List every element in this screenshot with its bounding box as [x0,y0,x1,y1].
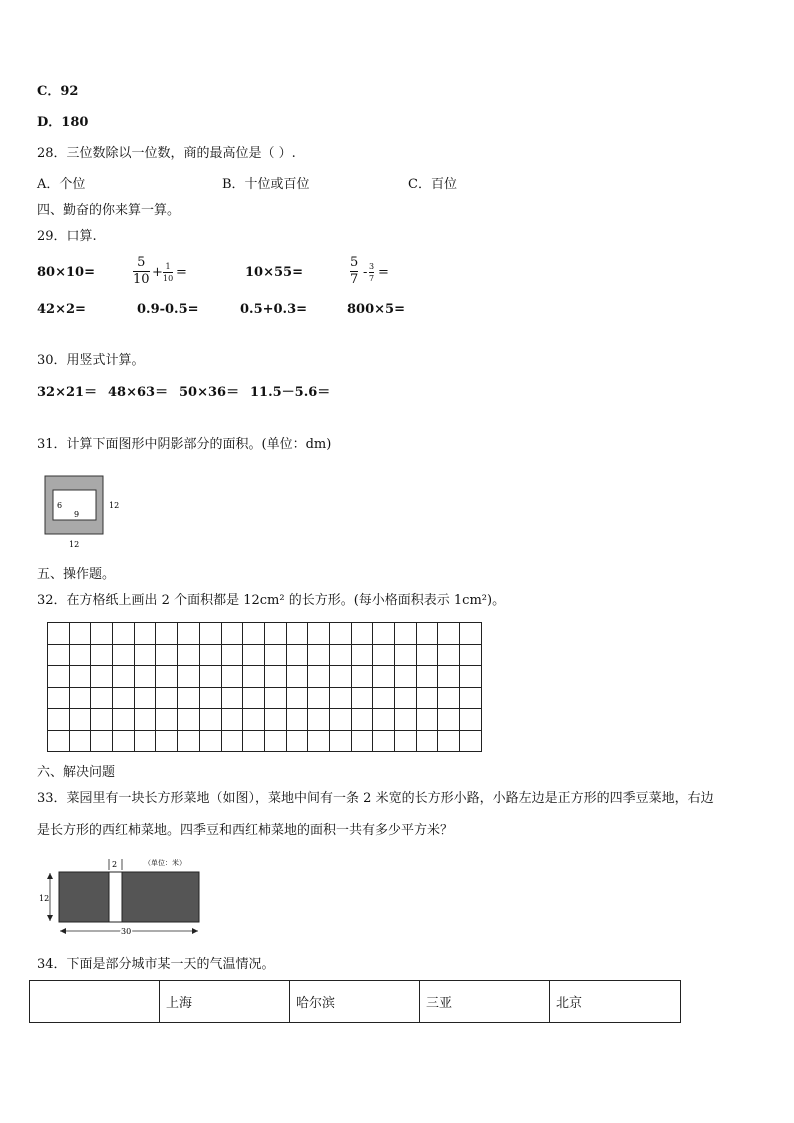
grid-cell[interactable] [243,644,265,666]
grid-cell[interactable] [373,666,395,688]
section-5-title: 五、操作题。 [37,567,116,582]
city-shanghai: 上海 [160,981,290,1023]
grid-cell[interactable] [351,666,373,688]
width-label: 30 [121,927,132,936]
grid-cell[interactable] [460,623,482,645]
path-width-label: 2 [112,860,118,869]
equals-sign: = [378,265,389,280]
grid-cell[interactable] [460,687,482,709]
grid-cell[interactable] [329,709,351,731]
grid-cell[interactable] [221,687,243,709]
grid-cell[interactable] [264,730,286,752]
grid-cell[interactable] [91,730,113,752]
grid-cell[interactable] [438,644,460,666]
grid-cell[interactable] [178,644,200,666]
grid-cell[interactable] [199,644,221,666]
city-harbin: 哈尔滨 [290,981,420,1023]
grid-cell[interactable] [351,623,373,645]
grid-cell[interactable] [264,644,286,666]
grid-cell[interactable] [286,644,308,666]
grid-cell[interactable] [199,687,221,709]
q28-option-b: B．十位或百位 [222,177,310,192]
grid-cell[interactable] [134,666,156,688]
question-33-line-2: 是长方形的西红柿菜地。四季豆和西红柿菜地的面积一共有多少平方米？ [37,823,454,838]
shaded-area-figure [40,470,140,552]
question-29-title: 29．口算. [37,229,97,244]
grid-cell[interactable] [395,730,417,752]
grid-cell[interactable] [178,709,200,731]
grid-cell[interactable] [243,730,265,752]
grid-cell[interactable] [156,709,178,731]
grid-cell[interactable] [113,644,135,666]
grid-cell[interactable] [156,644,178,666]
grid-cell[interactable] [373,709,395,731]
grid-row [48,666,482,688]
grid-cell[interactable] [69,709,91,731]
grid-row [48,730,482,752]
grid-cell[interactable] [221,644,243,666]
q28-option-c: C．百位 [408,177,457,192]
grid-cell[interactable] [156,687,178,709]
grid-cell[interactable] [91,666,113,688]
grid-cell[interactable] [351,644,373,666]
grid-cell[interactable] [395,709,417,731]
grid-cell[interactable] [373,687,395,709]
grid-cell[interactable] [113,730,135,752]
calc-10x55: 10×55= [245,265,303,280]
grid-row [48,623,482,645]
height-arrow-top [47,873,53,879]
city-sanya: 三亚 [420,981,550,1023]
question-32-title: 32．在方格纸上画出 2 个面积都是 12cm² 的长方形。(每小格面积表示 1cm²)。 [37,593,506,608]
grid-cell[interactable] [69,623,91,645]
temperature-table [29,980,681,1023]
grid-cell[interactable] [199,666,221,688]
grid-cell[interactable] [373,623,395,645]
option-d: D．180 [37,115,89,130]
grid-cell[interactable] [351,687,373,709]
grid-cell[interactable] [308,709,330,731]
grid-cell[interactable] [91,687,113,709]
grid-cell[interactable] [460,709,482,731]
grid-cell[interactable] [438,623,460,645]
grid-cell[interactable] [416,623,438,645]
grid-cell[interactable] [286,687,308,709]
grid-cell[interactable] [178,687,200,709]
grid-cell[interactable] [329,644,351,666]
grid-cell[interactable] [134,730,156,752]
calc-0.9-0.5: 0.9-0.5= [137,302,199,317]
grid-cell[interactable] [416,730,438,752]
grid-cell[interactable] [156,623,178,645]
grid-cell[interactable] [221,709,243,731]
grid-cell[interactable] [243,687,265,709]
question-31-title: 31．计算下面图形中阴影部分的面积。(单位：dm) [37,437,332,452]
question-30-title: 30．用竖式计算。 [37,353,145,368]
fraction-bar [163,272,173,273]
grid-cell[interactable] [416,687,438,709]
minus-sign: - [363,265,368,280]
width-arrow-left [60,928,66,934]
grid-cell[interactable] [48,666,70,688]
grid-cell[interactable] [221,666,243,688]
square-grid-paper[interactable] [47,622,482,752]
section-6-title: 六、解决问题 [37,765,116,780]
grid-cell[interactable] [308,730,330,752]
calc-42x2: 42×2= [37,302,86,317]
grid-cell[interactable] [329,687,351,709]
grid-row [48,644,482,666]
fraction-5-10 [133,256,150,287]
grid-cell[interactable] [264,623,286,645]
grid-cell[interactable] [69,730,91,752]
vertical-calc-3: 50×36＝ [179,385,240,400]
grid-cell[interactable] [134,709,156,731]
grid-cell[interactable] [395,644,417,666]
grid-cell[interactable] [113,666,135,688]
grid-cell[interactable] [134,623,156,645]
grid-cell[interactable] [308,623,330,645]
grid-cell[interactable] [91,709,113,731]
grid-cell[interactable] [199,730,221,752]
height-arrow-bottom [47,915,53,921]
inner-height-label: 6 [57,501,63,510]
grid-cell[interactable] [243,666,265,688]
question-33-line-1: 33．菜园里有一块长方形菜地（如图），菜地中间有一条 2 米宽的长方形小路，小路左边是正方形的四季豆菜地，右边 [37,791,714,806]
option-c: C．92 [37,84,79,99]
grid-cell[interactable] [178,623,200,645]
calc-800x5: 800×5= [347,302,405,317]
grid-cell[interactable] [438,730,460,752]
vertical-calc-2: 48×63＝ [108,385,169,400]
grid-cell[interactable] [286,709,308,731]
grid-cell[interactable] [91,644,113,666]
grid-cell[interactable] [69,644,91,666]
grid-cell[interactable] [395,687,417,709]
denominator: 10 [163,274,174,283]
grid-cell[interactable] [178,666,200,688]
grid-cell[interactable] [308,666,330,688]
grid-cell[interactable] [243,623,265,645]
fraction-bar [369,272,374,273]
grid-row [48,709,482,731]
grid-cell[interactable] [416,709,438,731]
calc-0.5+0.3: 0.5+0.3= [240,302,308,317]
grid-cell[interactable] [69,687,91,709]
grid-cell[interactable] [329,623,351,645]
vertical-calc-1: 32×21＝ [37,385,98,400]
fraction-3-7 [369,262,374,283]
grid-cell[interactable] [351,730,373,752]
grid-cell[interactable] [329,666,351,688]
grid-cell[interactable] [308,644,330,666]
grid-cell[interactable] [221,730,243,752]
garden-rectangle [59,872,199,922]
grid-cell[interactable] [264,666,286,688]
table-corner-cell [30,981,160,1023]
section-4-title: 四、勤奋的你来算一算。 [37,203,181,218]
numerator: 5 [350,255,359,270]
grid-cell[interactable] [113,709,135,731]
grid-cell[interactable] [48,730,70,752]
grid-row [48,687,482,709]
grid-cell[interactable] [48,687,70,709]
grid-cell[interactable] [395,666,417,688]
inner-width-label: 9 [74,510,80,519]
grid-cell[interactable] [373,644,395,666]
table-header-row [30,981,681,1023]
q28-option-a: A．个位 [37,177,86,192]
grid-cell[interactable] [438,666,460,688]
numerator: 5 [137,255,146,270]
height-label: 12 [39,894,50,903]
question-34-title: 34．下面是部分城市某一天的气温情况。 [37,957,275,972]
grid-cell[interactable] [264,687,286,709]
equals-sign: = [176,265,187,280]
grid-cell[interactable] [91,623,113,645]
grid-cell[interactable] [199,623,221,645]
grid-cell[interactable] [134,644,156,666]
plus-sign: + [152,265,163,280]
grid-cell[interactable] [221,623,243,645]
grid-cell[interactable] [243,709,265,731]
grid-cell[interactable] [286,666,308,688]
grid-cell[interactable] [48,644,70,666]
numerator: 3 [369,262,375,271]
denominator: 7 [350,272,359,287]
grid-cell[interactable] [113,687,135,709]
grid-cell[interactable] [438,687,460,709]
grid-cell[interactable] [69,666,91,688]
grid-cell[interactable] [48,709,70,731]
grid-cell[interactable] [308,687,330,709]
vertical-calc-4: 11.5－5.6＝ [250,385,331,400]
grid-cell[interactable] [48,623,70,645]
grid-cell[interactable] [286,730,308,752]
grid-cell[interactable] [329,730,351,752]
numerator: 1 [165,262,171,271]
grid-cell[interactable] [134,687,156,709]
denominator: 7 [369,274,375,283]
grid-cell[interactable] [264,709,286,731]
grid-cell[interactable] [286,623,308,645]
grid-cell[interactable] [438,709,460,731]
grid-cell[interactable] [460,644,482,666]
fraction-1-10 [163,262,173,283]
grid-cell[interactable] [178,730,200,752]
path-strip [109,872,122,922]
grid-cell[interactable] [199,709,221,731]
denominator: 10 [133,272,150,287]
grid-cell[interactable] [113,623,135,645]
width-arrow-right [192,928,198,934]
outer-height-label: 12 [109,501,120,510]
question-28: 28．三位数除以一位数，商的最高位是（ ）. [37,146,296,161]
outer-width-label: 12 [69,540,80,549]
grid-cell[interactable] [460,730,482,752]
grid-cell[interactable] [351,709,373,731]
grid-cell[interactable] [416,666,438,688]
grid-cell[interactable] [156,666,178,688]
vegetable-garden-figure [36,855,216,940]
city-beijing: 北京 [550,981,681,1023]
fraction-5-7 [350,256,358,287]
grid-cell[interactable] [460,666,482,688]
unit-label: （单位：米） [144,859,186,867]
grid-cell[interactable] [395,623,417,645]
grid-cell[interactable] [156,730,178,752]
calc-80x10: 80×10= [37,265,95,280]
grid-cell[interactable] [373,730,395,752]
grid-cell[interactable] [416,644,438,666]
